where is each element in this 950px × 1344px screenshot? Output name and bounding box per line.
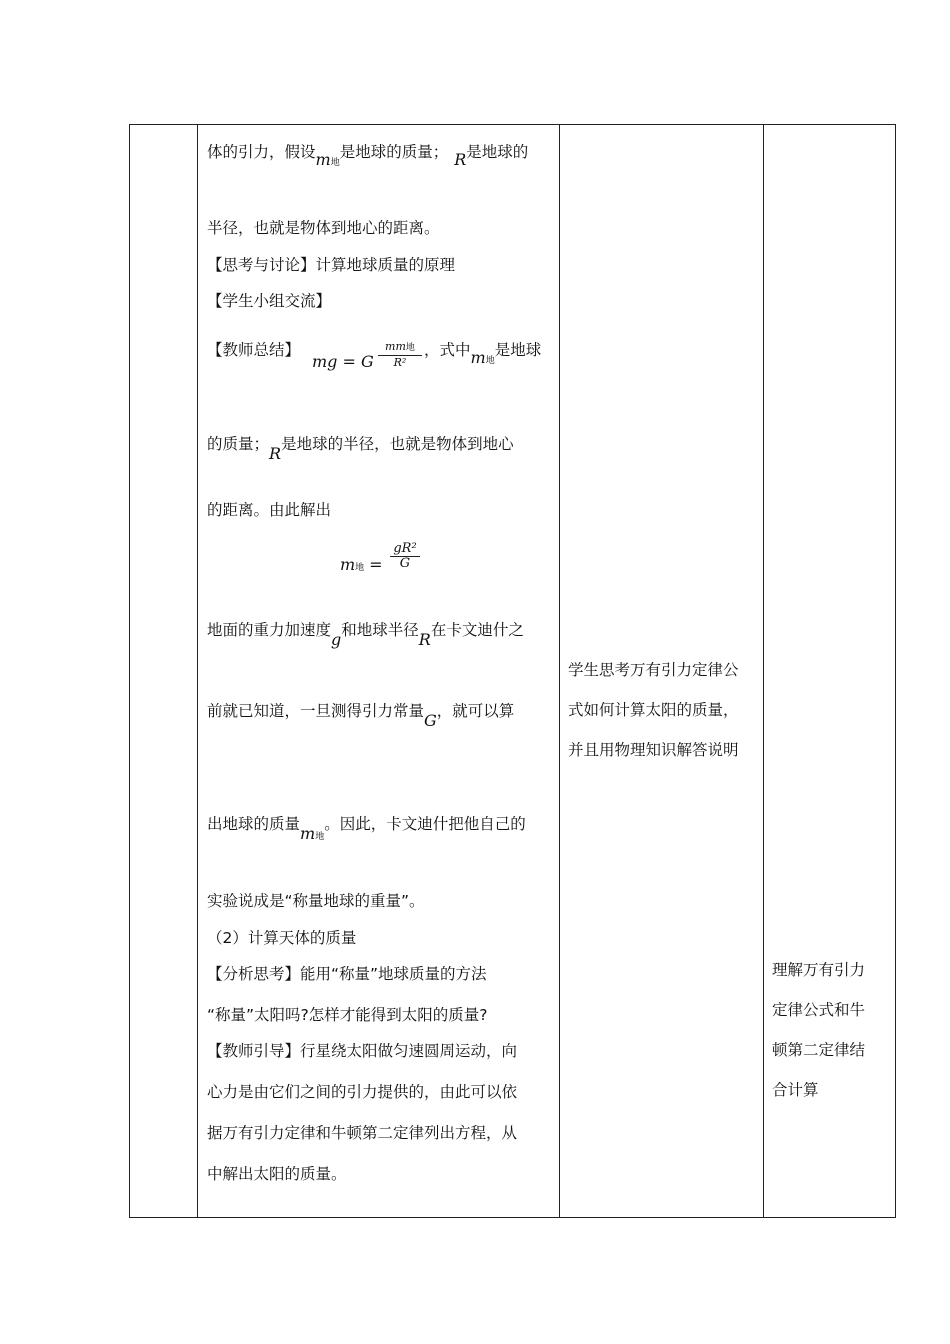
text-line: 【学生小组交流】 [207,292,332,310]
text-line: 理解万有引力 [772,961,866,979]
text-line: 前就已知道，一旦测得引力常量G，就可以算 [207,702,515,730]
student-activity-column [568,650,739,770]
text-line: “称量”太阳吗?怎样才能得到太阳的质量? [207,1006,488,1024]
text-line: 【教师总结】 [207,341,301,359]
text-line: 合计算 [772,1081,819,1099]
text-line: 半径，也就是物体到地心的距离。 [207,219,440,237]
text-line: 【分析思考】能用“称量”地球质量的方法 [207,965,487,983]
text-line: 体的引力，假设m地是地球的质量； R是地球的 [207,143,529,169]
text-line: ，式中m地是地球 [424,341,542,367]
text-line: 并且用物理知识解答说明 [568,741,739,759]
text-line: 的距离。由此解出 [207,501,332,519]
text-line: 中解出太阳的质量。 [207,1165,347,1183]
earth-mass-equation-lhs: m地 = [340,555,383,574]
text-line: 实验说成是“称量地球的重量”。 [207,892,425,910]
text-line: 式如何计算太阳的质量， [568,701,739,719]
text-line: 定律公式和牛 [772,1001,866,1019]
text-line: 顿第二定律结 [772,1041,866,1059]
gravity-equation: mg = G [312,352,374,371]
text-line: （2）计算天体的质量 [207,929,357,947]
text-line: 地面的重力加速度g和地球半径R在卡文迪什之 [207,621,524,649]
text-line: 据万有引力定律和牛顿第二定律列出方程，从 [207,1124,518,1142]
text-line: 学生思考万有引力定律公 [568,661,739,679]
text-line: 【教师引导】行星绕太阳做匀速圆周运动，向 [207,1042,518,1060]
text-line: 的质量；R是地球的半径，也就是物体到地心 [207,435,514,463]
column-divider [197,125,198,1217]
column-divider [559,125,560,1217]
text-line: 出地球的质量m地。因此，卡文迪什把他自己的 [207,815,526,843]
text-line: 【思考与讨论】计算地球质量的原理 [207,256,456,274]
gravity-fraction: mm地 R² [378,340,422,370]
column-divider [763,125,764,1217]
earth-mass-fraction: gR² G [390,542,420,571]
text-line: 心力是由它们之间的引力提供的，由此可以依 [207,1083,518,1101]
design-intent-column [772,950,865,1110]
